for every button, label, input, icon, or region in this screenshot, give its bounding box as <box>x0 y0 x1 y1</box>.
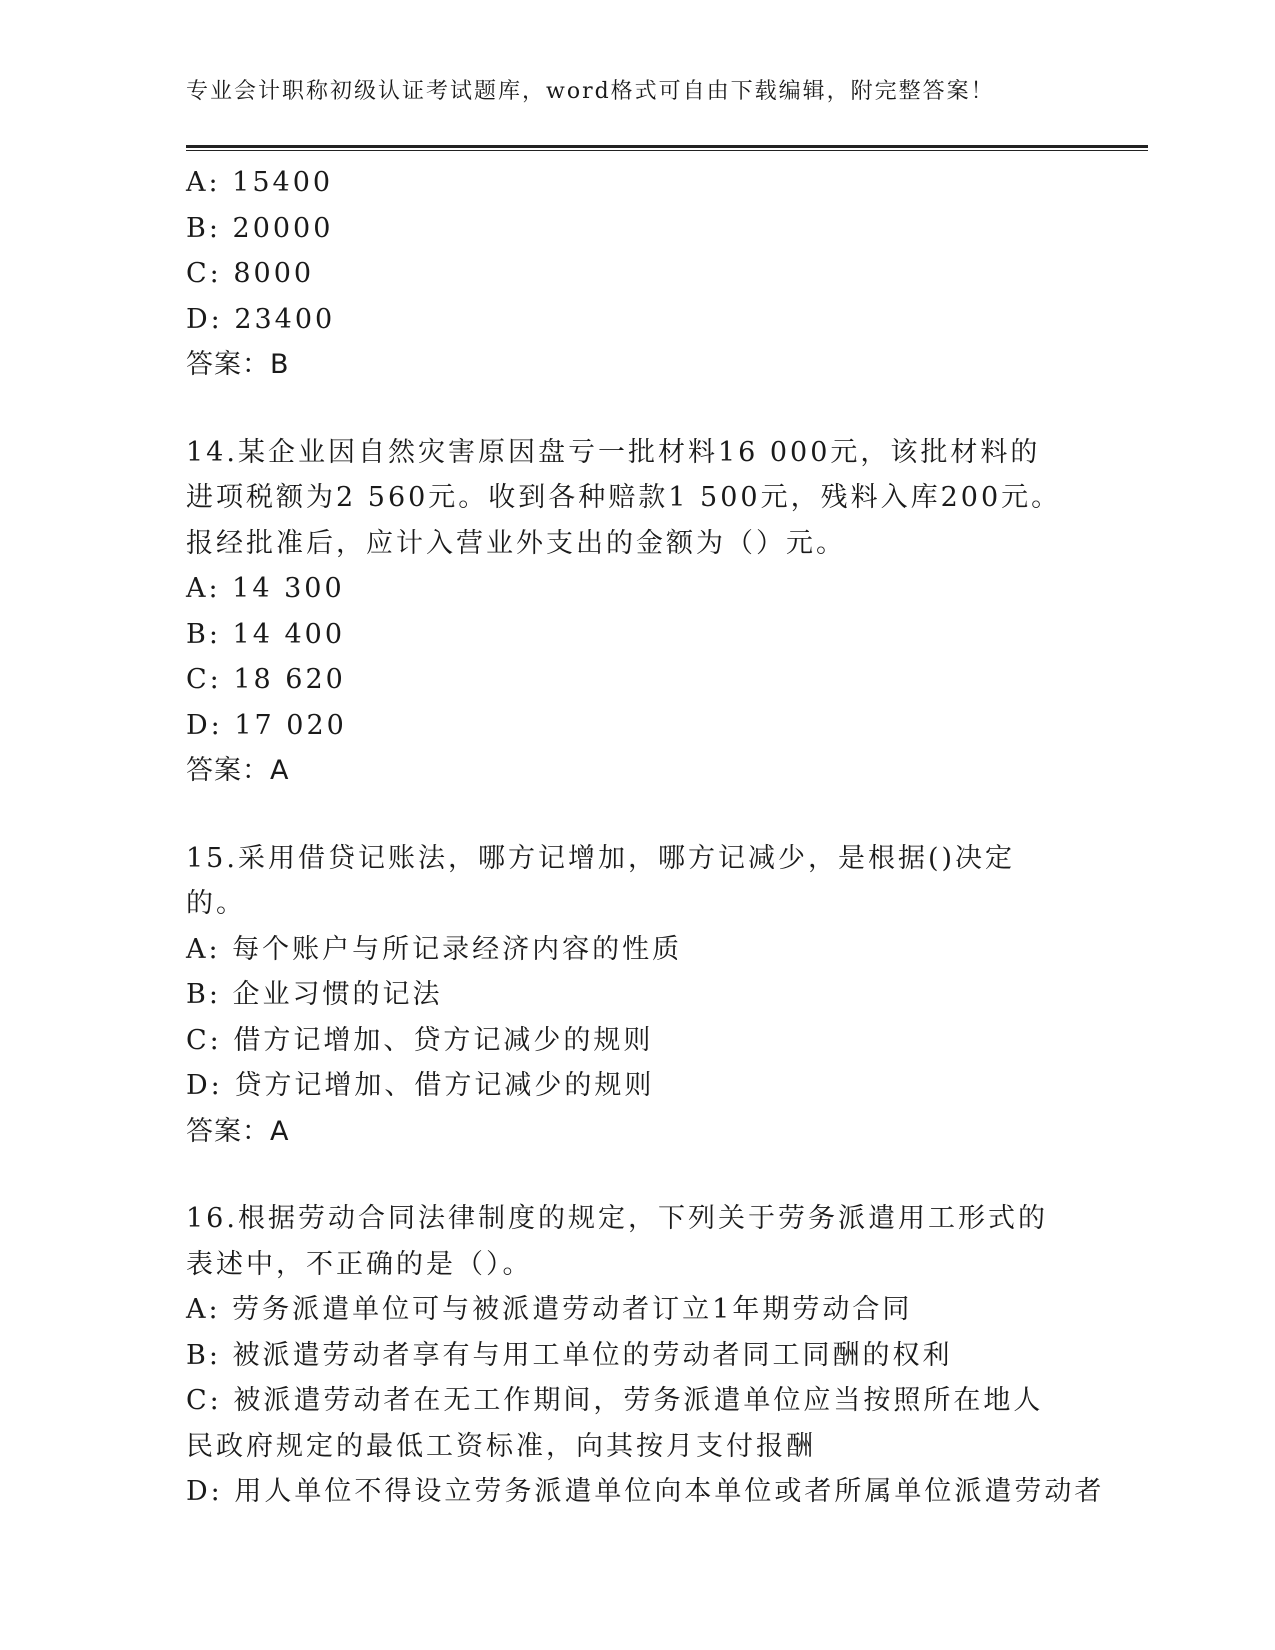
option-d: D: 用人单位不得设立劳务派遣单位向本单位或者所属单位派遣劳动者 <box>186 1476 1105 1507</box>
option-a: A: 15400 <box>186 167 334 198</box>
option-c: C: 8000 <box>186 258 315 289</box>
option-b: B: 企业习惯的记法 <box>186 979 443 1010</box>
option-c: C: 18 620 <box>186 664 346 695</box>
answer: 答案：B <box>186 349 290 380</box>
option-d: D: 23400 <box>186 303 336 335</box>
option-a: A: 每个账户与所记录经济内容的性质 <box>186 933 683 965</box>
option-d: D: 贷方记增加、借方记减少的规则 <box>186 1070 655 1101</box>
answer: 答案：A <box>186 755 290 786</box>
question-16 <box>186 1196 1105 1515</box>
question-stem: 15.采用借贷记账法，哪方记增加，哪方记减少，是根据()决定的。 <box>186 842 1016 919</box>
document-body <box>186 160 1105 1515</box>
option-d: D: 17 020 <box>186 709 347 741</box>
question-14 <box>186 430 1066 794</box>
option-a: A: 劳务派遣单位可与被派遣劳动者订立1年期劳动合同 <box>186 1294 913 1325</box>
header-rule-thin <box>186 150 1148 151</box>
page-header: 专业会计职称初级认证考试题库，word格式可自由下载编辑，附完整答案！ <box>186 79 995 104</box>
question-stem: 14.某企业因自然灾害原因盘亏一批材料16 000元，该批材料的进项税额为2 560元。收到各种赔款1 500元，残料入库200元。报经批准后，应计入营业外支出的金额为（）元。 <box>186 436 1062 559</box>
question-prev <box>186 160 1066 388</box>
option-b: B: 被派遣劳动者享有与用工单位的劳动者同工同酬的权利 <box>186 1339 953 1371</box>
question-stem: 16.根据劳动合同法律制度的规定，下列关于劳务派遣用工形式的表述中，不正确的是（）。 <box>186 1203 1048 1280</box>
option-c: C: 被派遣劳动者在无工作期间，劳务派遣单位应当按照所在地人民政府规定的最低工资标准，向其按月支付报酬 <box>186 1385 1044 1462</box>
option-c: C: 借方记增加、贷方记减少的规则 <box>186 1024 654 1056</box>
question-15 <box>186 836 1066 1155</box>
answer: 答案：A <box>186 1115 290 1147</box>
option-b: B: 14 400 <box>186 618 345 650</box>
option-b: B: 20000 <box>186 212 334 244</box>
header-rule <box>186 145 1148 148</box>
option-a: A: 14 300 <box>186 573 345 604</box>
